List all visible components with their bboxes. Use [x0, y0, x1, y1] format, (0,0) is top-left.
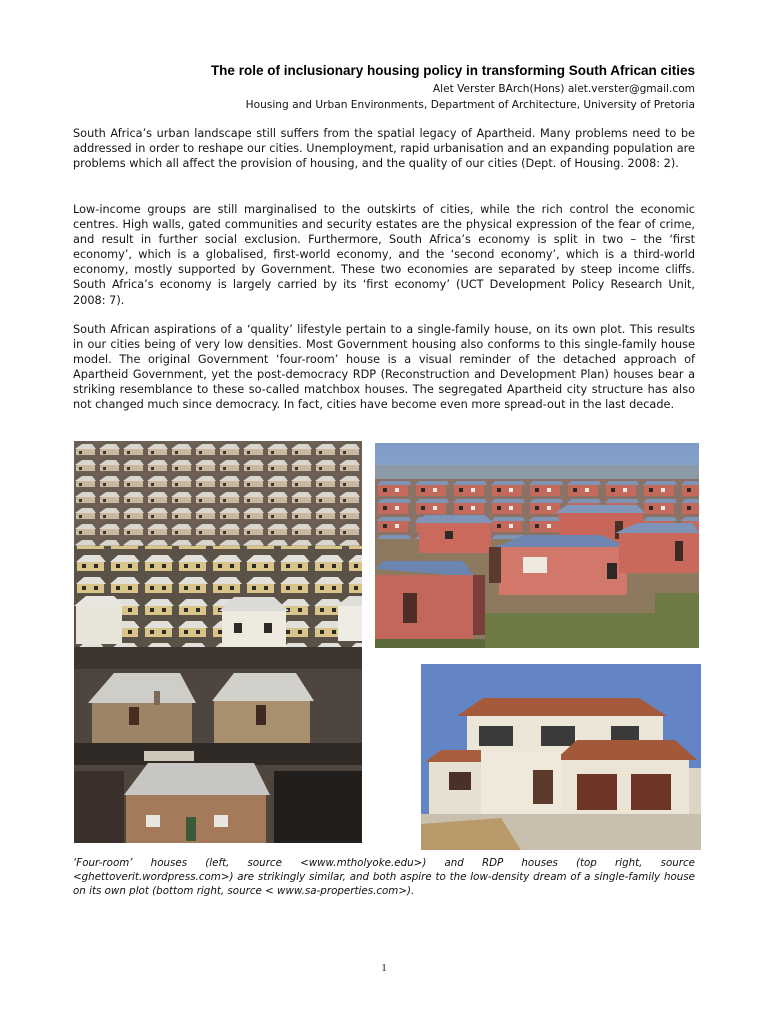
page-number: 1: [381, 962, 387, 974]
affiliation-line: Housing and Urban Environments, Department of Architecture, University of Pretoria: [245, 99, 695, 111]
single-family-house-image: [421, 664, 701, 850]
author-line: Alet Verster BArch(Hons) alet.verster@gmail.com: [432, 83, 695, 95]
four-room-houses-photo: [74, 441, 362, 843]
body-paragraph-1: South Africa’s urban landscape still suffers from the spatial legacy of Apartheid. Many problems need to be addressed in order to reshape our cities. Unemployment, rapid urbanisation and an expanding population are problems which all affect the provision of housing, and the quality of our cities (Dept. of Housing. 2008: 2).: [73, 127, 695, 171]
rdp-houses-photo: [375, 443, 699, 648]
single-family-house-photo: [421, 664, 701, 850]
figure-caption: ‘Four-room’ houses (left, source <www.mtholyoke.edu>) and RDP houses (top right, source <ghettoverit.wordpress.com>) are strikingly similar, and both aspire to the low-density dream of a single-family house on its own plot (bottom right, source < www.sa-properties.com>).: [73, 857, 695, 898]
body-paragraph-2: Low-income groups are still marginalised to the outskirts of cities, while the rich control the economic centres. High walls, gated communities and security estates are the physical expression of the fear of crime, and result in further social exclusion. Furthermore, South Africa’s economy is split in two – the ‘first economy’, which is a globalised, first-world economy, and the ‘second economy’, which is a third-world economy, mostly supported by Government. These two economies are separated by steep income cliffs. South Africa’s economy is largely carried by its ‘first economy’ (UCT Development Policy Research Unit, 2008: 7).: [73, 203, 695, 307]
four-room-houses-image: [74, 441, 362, 843]
document-title: The role of inclusionary housing policy in transforming South African cities: [210, 63, 695, 78]
body-paragraph-3: South African aspirations of a ‘quality’ lifestyle pertain to a single-family house, on its own plot. This results in our cities being of very low densities. Most Government housing also conforms to this single-family house model. The original Government ‘four-room’ house is a visual reminder of the detached approach of Apartheid Government, yet the post-democracy RDP (Reconstruction and Development Plan) houses bear a striking resemblance to these so-called matchbox houses. The segregated Apartheid city structure has also not changed much since democracy. In fact, cities have become even more spread-out in the last decade.: [73, 323, 695, 412]
rdp-houses-image: [375, 443, 699, 648]
